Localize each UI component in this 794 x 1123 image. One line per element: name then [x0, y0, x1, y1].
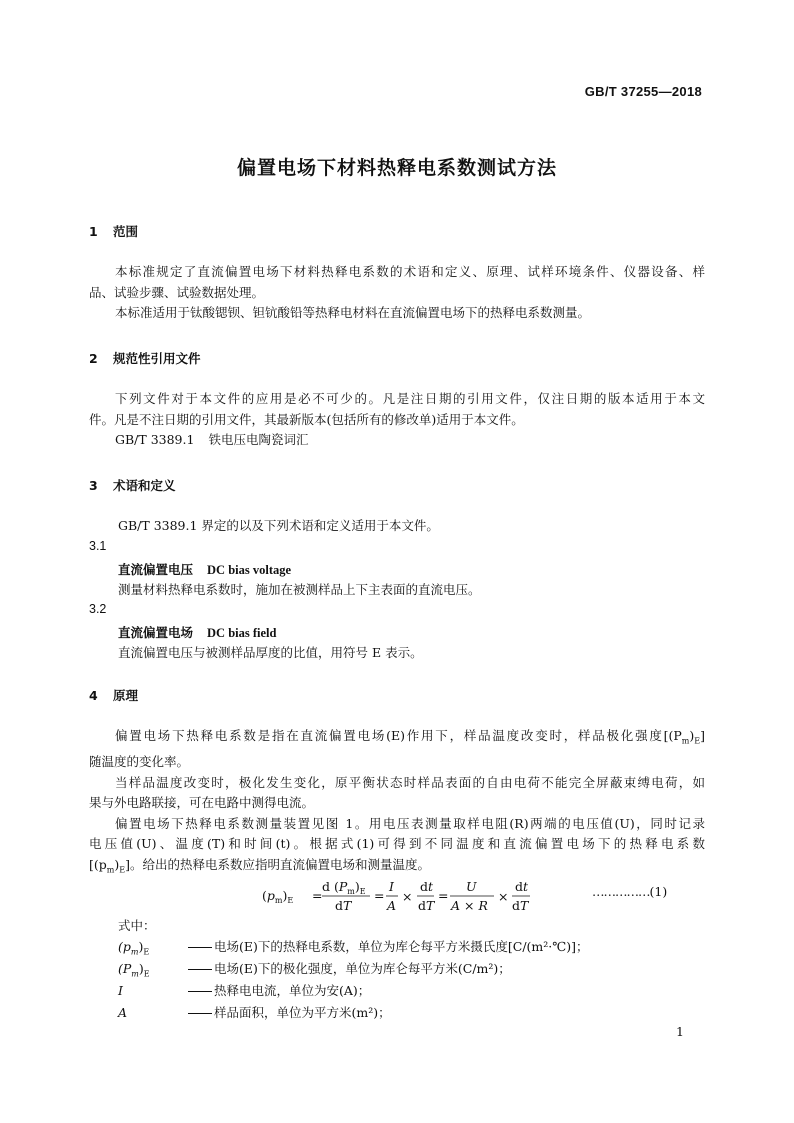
- standard-number: GB/T 37255—2018: [584, 84, 702, 99]
- subscript: E: [143, 947, 150, 957]
- symbol-description: 热释电电流，单位为安(A)；: [214, 983, 371, 998]
- subscript: m: [106, 865, 115, 874]
- document-title: 偏置电场下材料热释电系数测试方法: [236, 157, 557, 179]
- equals-sign: =: [374, 888, 385, 903]
- section-2-body: [89, 389, 705, 451]
- symbol: I: [118, 983, 123, 998]
- text-run: 偏置电场下热释电系数是指在直流偏置电场(E)作用下，样品温度改变时，样品极化强度[(P: [115, 728, 682, 743]
- symbol-entry: [118, 1003, 391, 1021]
- denominator: dT: [512, 898, 529, 913]
- symbol-entry: [118, 937, 588, 957]
- term-number: 3.1: [89, 539, 107, 553]
- term-definition: 测量材料热释电系数时，施加在被测样品上下主表面的直流电压。: [118, 582, 481, 597]
- section-number: 3: [89, 478, 98, 493]
- term-en: DC bias field: [207, 626, 277, 640]
- formula-graphic: [262, 876, 552, 916]
- symbol-text: (P: [118, 961, 132, 976]
- dot-leader: ……………: [592, 884, 650, 899]
- section-title: 术语和定义: [113, 478, 176, 493]
- section-number: 2: [89, 351, 98, 366]
- paragraph-line: 果与外电路联接，可在电路中测得电流。: [89, 795, 315, 810]
- section-2-heading: [89, 349, 201, 367]
- section-title: 规范性引用文件: [113, 351, 201, 366]
- formula-number: (1): [649, 884, 668, 899]
- paragraph-line: 下列文件对于本文件的应用是必不可少的。凡是注日期的引用文件，仅注日期的版本适用于本文: [115, 391, 705, 406]
- section-1-body: [89, 262, 705, 324]
- numerator: dt: [420, 879, 434, 894]
- paragraph-line: 随温度的变化率。: [89, 754, 190, 769]
- term-number: 3.2: [89, 602, 107, 616]
- em-dash: [188, 991, 212, 992]
- section-title: 原理: [113, 688, 139, 703]
- page-number: 1: [676, 1024, 684, 1039]
- numerator: I: [389, 879, 394, 894]
- formula-number-leader: [592, 884, 667, 899]
- paragraph-line: 电压值(U)、温度(T)和时间(t)。根据式(1)可得到不同温度和直流偏置电场下的热释电系数: [89, 836, 705, 851]
- section-number: 1: [89, 224, 98, 239]
- text-run: [(p: [89, 856, 107, 872]
- formula-1: [262, 876, 552, 919]
- section-4-body: [89, 726, 705, 881]
- denominator: dT: [418, 898, 435, 913]
- equals-sign: =: [312, 888, 323, 903]
- term-heading: [118, 623, 276, 641]
- section-4-heading: [89, 686, 138, 704]
- symbol-description: 电场(E)下的极化强度，单位为库仑每平方米(C/m²)；: [214, 961, 511, 976]
- paragraph-line: 本标准规定了直流偏置电场下材料热释电系数的术语和定义、原理、试样环境条件、仪器设备、样: [115, 264, 705, 279]
- reference-code: GB/T 3389.1: [115, 432, 195, 447]
- symbol-entry: [118, 959, 511, 979]
- subscript: E: [119, 865, 126, 874]
- term-zh: 直流偏置电场: [118, 625, 194, 640]
- term-en: DC bias voltage: [207, 563, 292, 577]
- subscript: m: [681, 736, 690, 746]
- equals-sign: =: [438, 888, 449, 903]
- em-dash: [188, 969, 212, 970]
- section-1-heading: [89, 222, 138, 240]
- numerator: dt: [515, 879, 529, 894]
- paragraph-line: $[(p_m)_E]$。给出的热释电系数应指明直流偏置电场和测量温度。: [89, 856, 430, 874]
- times-sign: ×: [498, 889, 509, 904]
- reference-entry: [89, 430, 705, 451]
- symbol-description: 样品面积，单位为平方米(m²)；: [214, 1005, 391, 1020]
- numerator: d $(P_m)_E$: [322, 879, 366, 896]
- symbol: $(p_m)_E$: [118, 939, 150, 957]
- subscript: E: [143, 969, 150, 979]
- term-zh: 直流偏置电压: [118, 562, 194, 577]
- symbol: A: [118, 1005, 128, 1020]
- symbol-description: 电场(E)下的热释电系数，单位为库仑每平方米摄氏度[C/(m²·℃)]；: [214, 939, 589, 954]
- symbol-text: (p: [118, 939, 131, 954]
- denominator: A: [387, 898, 397, 913]
- subscript: m: [131, 969, 139, 979]
- section-3-intro: GB/T 3389.1 界定的以及下列术语和定义适用于本文件。: [118, 518, 439, 533]
- text-run: ]。给出的热释电系数应指明直流偏置电场和测量温度。: [125, 856, 430, 872]
- numerator: U: [466, 879, 477, 894]
- em-dash: [188, 947, 212, 948]
- term-heading: [118, 560, 291, 578]
- section-number: 4: [89, 688, 98, 703]
- paragraph-line: 品、试验步骤、试验数据处理。: [89, 284, 265, 300]
- paragraph-line: 偏置电场下热释电系数测量装置见图 1。用电压表测量取样电阻(R)两端的电压值(U)，同时记录: [115, 815, 705, 831]
- paragraph-line: 本标准适用于钛酸锶钡、钽钪酸铅等热释电材料在直流偏置电场下的热释电系数测量。: [115, 305, 591, 320]
- term-definition: 直流偏置电压与被测样品厚度的比值，用符号 E 表示。: [118, 645, 423, 660]
- denominator: dT: [335, 898, 352, 913]
- denominator: A × R: [451, 898, 488, 913]
- symbol-entry: [118, 981, 370, 999]
- subscript: E: [694, 736, 701, 746]
- em-dash: [188, 1013, 212, 1014]
- symbol: $(P_m)_E$: [118, 961, 150, 979]
- where-label: 式中：: [118, 918, 156, 933]
- subscript: m: [130, 947, 139, 957]
- times-sign: ×: [402, 889, 413, 904]
- formula-lhs: $(p_m)_E$: [262, 888, 294, 905]
- text-run: ]: [700, 728, 705, 743]
- paragraph-line: [89, 726, 705, 752]
- reference-title: 铁电压电陶瓷词汇: [208, 432, 309, 447]
- section-3-heading: [89, 476, 176, 494]
- paragraph-line: 件。凡是不注日期的引用文件，其最新版本(包括所有的修改单)适用于本文件。: [89, 411, 524, 427]
- paragraph-line: 当样品温度改变时，极化发生变化，原平衡状态时样品表面的自由电荷不能完全屏蔽束缚电荷，如: [115, 774, 705, 790]
- text-run: ): [689, 728, 695, 743]
- section-title: 范围: [113, 224, 139, 239]
